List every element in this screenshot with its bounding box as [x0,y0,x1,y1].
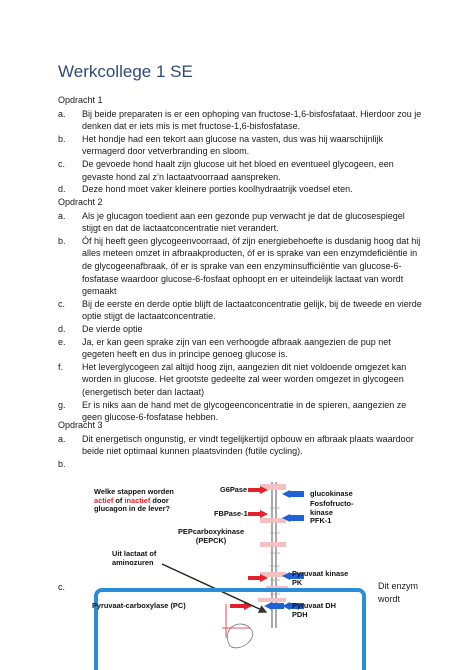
list-item [58,458,424,471]
list-item-text: Het leverglycogeen zal altijd hoog zijn, aangezien dit niet voldoende omgezet kan worden in glucose. Het grootste gedeelte zal weer worden omgezet in glycogeen (energetisch beter dan lactaat) [82,361,407,397]
answer-list [58,108,424,196]
list-item-text: Het hondje had een tekort aan glucose na vasten, dus was hij waarschijnlijk vermagerd door vetverbranding en sloom. [82,133,384,157]
side-note: Dit enzym wordt [378,581,419,604]
list-item-text: Ja, er kan geen sprake zijn van een verhoogde afbraak aangezien de pup net gegeten heeft en dus in principe genoeg glucose is. [82,336,391,360]
section-opdracht-2 [58,196,424,424]
section-opdracht-1 [58,94,424,196]
section-heading: Opdracht 1 [58,95,103,105]
label-pepck: PEPcarboxykinase (PEPCK) [178,527,245,545]
diagram-question: Welke stappen worden actief of inactief door glucagon in de lever? [94,487,174,514]
label-pfk1: Fosfofructo- kinase PFK-1 [310,499,354,526]
list-marker: b. [58,458,66,469]
list-item [58,108,424,133]
list-item-text: Als je glucagon toedient aan een gezonde pup verwacht je dat de glucosespiegel stijgt en dat de lactaatconcentratie niet verandert. [82,210,405,234]
list-marker: f. [58,361,64,372]
list-marker: g. [58,399,66,410]
label-fbpase: FBPase-1 [214,509,248,518]
list-item-text: Bij de eerste en derde optie blijft de lactaatconcentratie gelijk, bij de tweede en vierde optie stijgt de lactaatconcentratie. [82,298,422,322]
list-item [58,133,424,158]
list-item-text: De gevoede hond haalt zijn glucose uit het bloed en eventueel glycogeen, een gevaste hond zal z’n lactaatvoorraad aanspreken. [82,158,394,182]
list-item [58,361,424,399]
section-opdracht-3 [58,419,424,470]
list-marker: d. [58,184,66,195]
list-marker: b. [58,133,66,144]
list-marker: a. [58,210,66,221]
section-heading: Opdracht 2 [58,197,103,207]
list-item-text: Bij beide preparaten is er een ophoping van fructose-1,6-bisfosfataat. Hierdoor zou je denken dat er iets mis is met fructose-1,6-bisfosfatase. [82,108,422,132]
list-item [58,210,424,235]
list-marker: b. [58,235,66,246]
label-pyruvaatcarboxylase: Pyruvaat-carboxylase (PC) [92,601,186,610]
list-item [58,298,424,323]
list-marker: a. [58,108,66,119]
list-marker-c: c. [58,582,66,592]
list-item-text: De vierde optie [82,323,143,334]
list-item [58,183,424,196]
list-marker: d. [58,323,66,334]
label-pdh: Pyruvaat DH PDH [292,601,336,619]
answer-list [58,210,424,424]
list-item [58,235,424,298]
pathway-figure [90,478,390,670]
list-item [58,433,424,458]
list-item [58,323,424,336]
label-lactaat: Uit lactaat of aminozuren [112,549,157,567]
label-g6pase: G6Pase [220,485,248,494]
list-item [58,158,424,183]
page-title: Werkcollege 1 SE [58,62,193,81]
list-item [58,336,424,361]
section-heading: Opdracht 3 [58,420,103,430]
list-item-text: Deze hond moet vaker kleinere porties koolhydraatrijk voedsel eten. [82,184,353,195]
list-marker: c. [58,298,66,309]
label-pyruvaatkinase: Pyruvaat kinase PK [292,569,349,587]
answer-list [58,433,424,471]
label-glucokinase: glucokinase [310,489,353,498]
list-item-text: Óf hij heeft geen glycogeenvoorraad, óf zijn energiebehoefte is dusdanig hoog dat hij alles meteen omzet in afbraakproducten, óf er is sprake van een enzymdeficiëntie in de glycogeenafbraak, óf er is sprake van een enzyminsufficiëntie van glucose-6-fosfatase waardoor glucose-6-fosfaat ophoopt en er uiteindelijk lactaat van wordt gemaakt [82,235,421,297]
list-marker: e. [58,336,66,347]
list-marker: a. [58,433,66,444]
list-marker: c. [58,158,66,169]
list-item-text: Er is niks aan de hand met de glycogeenconcentratie in de spieren, aangezien ze geen glucose-6-fosfatase hebben. [82,399,407,423]
list-item-text: Dit energetisch ongunstig, er vindt tegelijkertijd opbouw en afbraak plaats waardoor beide niet optimaal kunnen plaatsvinden (futile cycling). [82,433,414,457]
